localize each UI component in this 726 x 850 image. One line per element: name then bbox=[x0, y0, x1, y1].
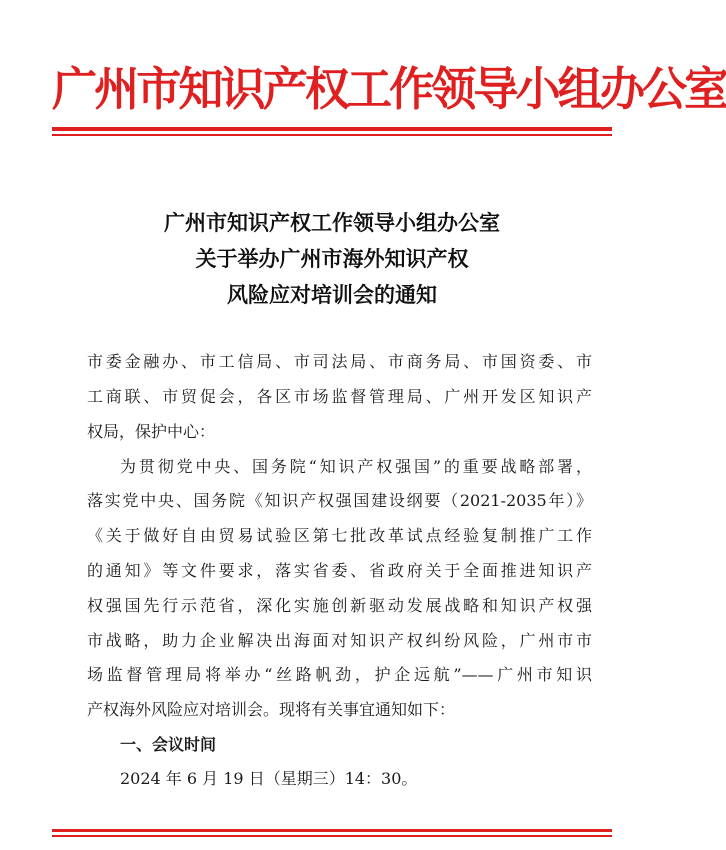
body-line: 市战略，助力企业解决出海面对知识产权纠纷风险，广州市市 bbox=[87, 631, 592, 650]
body-line: 《关于做好自由贸易试验区第七批改革试点经验复制推广工作 bbox=[87, 526, 592, 545]
document-title-line-2: 关于举办广州市海外知识产权 bbox=[195, 246, 469, 271]
addressee-line: 工商联、市贸促会，各区市场监督管理局、广州开发区知识产 bbox=[87, 387, 592, 406]
body-line: 的通知》等文件要求，落实省委、省政府关于全面推进知识产 bbox=[87, 561, 592, 580]
masthead-rule-thick bbox=[52, 127, 612, 131]
section-heading: 一、会议时间 bbox=[120, 735, 217, 754]
document-title-line-1: 广州市知识产权工作领导小组办公室 bbox=[164, 210, 500, 235]
body-line: 产权海外风险应对培训会。现将有关事宜通知如下： bbox=[87, 700, 456, 719]
section-text: 2024 年 6 月 19 日（星期三）14：30。 bbox=[120, 769, 418, 788]
footer-rule-thick bbox=[52, 829, 612, 832]
footer-rule-thin bbox=[52, 835, 612, 837]
masthead-rule-thin bbox=[52, 134, 612, 136]
body-line: 场监督管理局将举办“丝路帆劲，护企远航”——广州市知识 bbox=[87, 665, 592, 684]
body-line: 权强国先行示范省，深化实施创新驱动发展战略和知识产权强 bbox=[87, 596, 592, 615]
addressee-line: 市委金融办、市工信局、市司法局、市商务局、市国资委、市 bbox=[87, 352, 592, 371]
body-line: 落实党中央、国务院《知识产权强国建设纲要（2021-2035年）》 bbox=[87, 491, 592, 510]
addressee-line: 权局，保护中心： bbox=[87, 422, 216, 441]
body-line: 为贯彻党中央、国务院“知识产权强国”的重要战略部署， bbox=[120, 457, 592, 476]
masthead-title: 广州市知识产权工作领导小组办公室 bbox=[52, 62, 726, 116]
document-title-line-3: 风险应对培训会的通知 bbox=[227, 282, 437, 307]
